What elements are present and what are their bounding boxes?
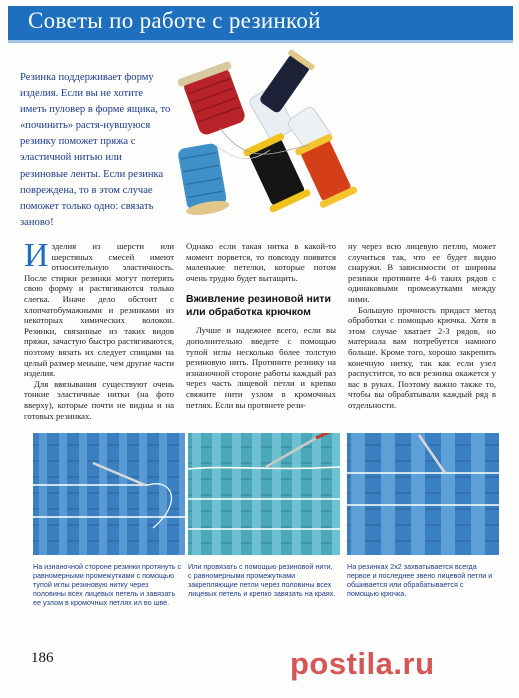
col3-paragraph-1: ну через всю лицевую петлю, может случиться так, что ее будет видно снаружи. В зависимости от ширины резинки протяните 4-6 таких рядов с одинаковыми промежутками между ними. (348, 241, 496, 304)
text-column-2 (186, 241, 336, 410)
knitting-photo-2 (188, 433, 340, 555)
col1-paragraph-1: зделия из шерсти или шерстяных смесей имеют относительную эластичность. После стирки резинки могут потерять свою форму и растягиваются только слегка. Иначе дело обстоит с хлопчатобумажными и резинками из некоторых химических волокон. Резинки, связанные из таких видов пряжи, зачастую быстро растягиваются, поэтому вязать их следует спицами на целый размер меньше, чем другие части изделия. (24, 241, 174, 379)
col2-paragraph-2: Лучше и надежнее всего, если вы дополнительно введете с помощью тупой иглы несколько более толстую резиновую нить. Протяните резинку на изнаночной стороне работы каждый раз через часть лицевой петли и крепко свяжите нити узлом в кромочных петлях. Если вы протянете рези- (186, 325, 336, 410)
header-bar (8, 6, 513, 40)
text-column-3 (348, 241, 496, 411)
photo-caption-3: На резинках 2х2 захватывается всегда первое и последнее звено лицевой петли и обшивается или обрабатывается с помощью крючка. (347, 562, 493, 598)
header-underline (8, 40, 513, 43)
intro-text: Резинка поддерживает форму изделия. Если вы не хотите иметь пуловер в форме ящика, то «починить» растя-нувшуюся резинку поможет пряжа с эластичной нитью или резиновые ленты. Если резинка повреждена, то в этом случае поможет только одно: связать заново! (20, 72, 171, 228)
ribbing-crochet-image (188, 433, 340, 555)
photo-caption-1: На изнаночной стороне резинки протянуть с равномерными промежутками с помощью тупой иглы резиновую нитку через половины всех лицевых петель и завязать ее узлом в кромочных петлях ил во шве. (33, 562, 182, 607)
knitting-photo-1 (33, 433, 185, 555)
photo-caption-2: Или провязать с помощью резиновой нити, с равномерными промежутками закрепляющие петли через половины всех лицевых петель и крепко завязать на краях. (188, 562, 336, 598)
col2-paragraph-1: Однако если такая нитка в какой-то момент порвется, то повсюду появятся маленькие петелки, которые потом очень трудно будет вытащить. (186, 241, 336, 283)
ribbing-needle-image (33, 433, 185, 555)
page-number: 186 (31, 650, 54, 666)
knitting-photo-3 (347, 433, 499, 555)
col1-paragraph-2: Для ввязывания существуют очень тонкие эластичные нитки (на фото вверху), которые почти не видны и на готовых резинках. (24, 378, 174, 421)
drop-cap: И (24, 237, 49, 274)
watermark: postila.ru (290, 646, 435, 681)
page-title: Советы по работе с резинкой (28, 8, 321, 33)
text-column-1 (24, 237, 174, 421)
ribbing-2x2-image (347, 433, 499, 555)
thread-spools-image (160, 50, 360, 230)
section-subheading: Вживление резиновой нити или обработка крючком (186, 293, 331, 319)
col3-paragraph-2: Большую прочность придаст метод обработки с помощью крючка. Хотя в этом случае хватает 2-3 рядов, но материала вам потребуется намного больше. Кроме того, хорошо закрепить конечную нитку, так как если узел распустится, то вся резинка окажется у вас в руках. Поэтому важно также то, чтобы вы обрабатывали каждый ряд в отдельности. (348, 304, 496, 410)
